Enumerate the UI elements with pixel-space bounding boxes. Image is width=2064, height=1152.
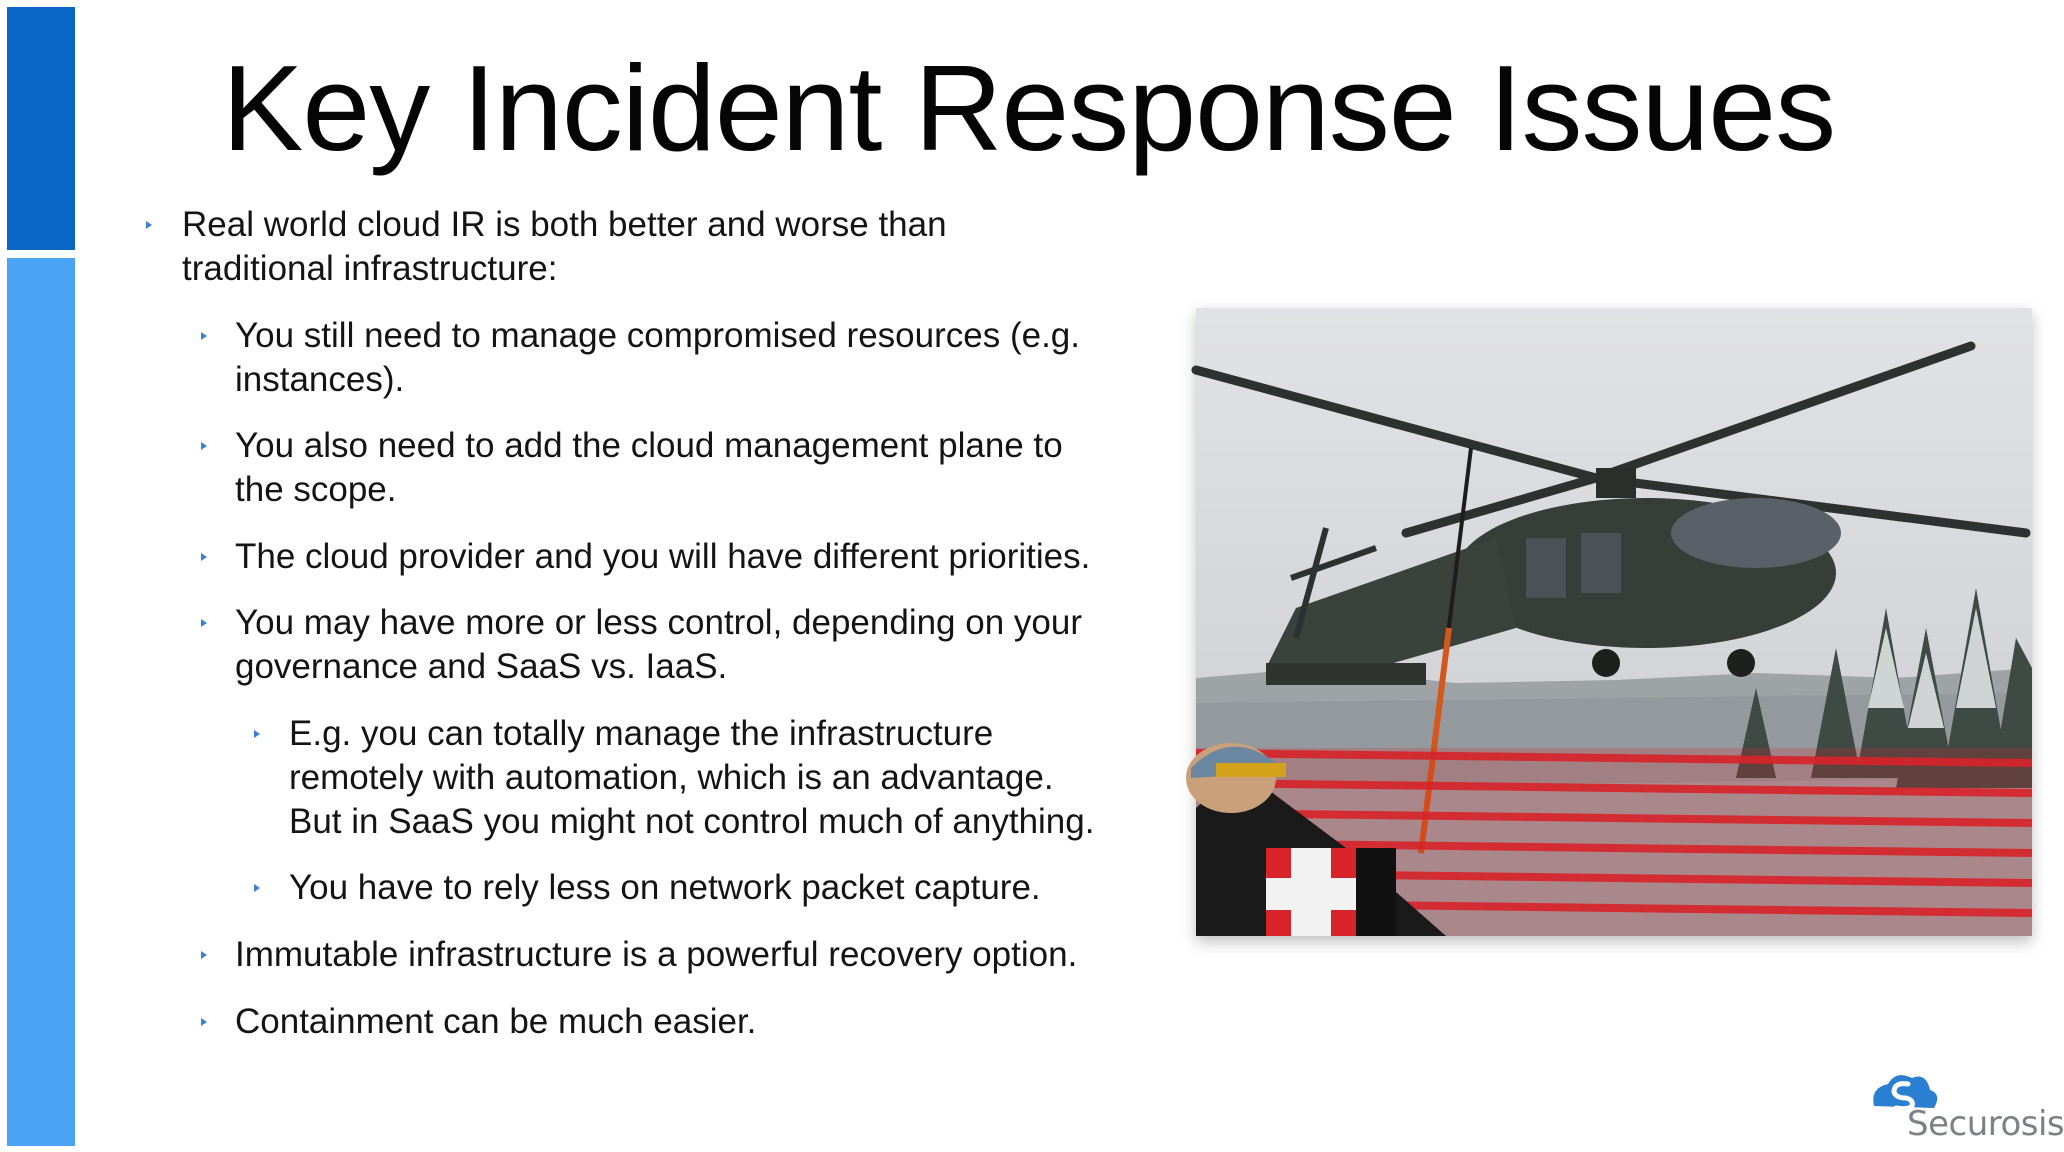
bullet-item (235, 1000, 1155, 1044)
bullet-item (235, 601, 1155, 689)
slide-title: Key Incident Response Issues (222, 40, 1836, 176)
bullet-line: E.g. you can totally manage the infrastructure (289, 714, 994, 753)
bullet-line: Immutable infrastructure is a powerful recovery option. (235, 935, 1078, 974)
bullet-marker-icon (201, 332, 207, 340)
bullet-item (289, 866, 1169, 910)
bullet-line: You also need to add the cloud management plane to (235, 426, 1063, 465)
bullet-line: Real world cloud IR is both better and worse than (182, 205, 947, 244)
accent-bar-top (7, 7, 75, 250)
bullet-marker-icon (201, 619, 207, 627)
bullet-item (235, 535, 1155, 579)
bullet-line: remotely with automation, which is an advantage. (289, 758, 1054, 797)
bullet-line: traditional infrastructure: (182, 249, 558, 288)
bullet-marker-icon (146, 221, 152, 229)
bullet-item (182, 203, 1082, 291)
bullet-marker-icon (201, 1018, 207, 1026)
bullet-marker-icon (201, 442, 207, 450)
helicopter-photo (1196, 308, 2032, 936)
bullet-marker-icon (254, 884, 260, 892)
bullet-marker-icon (254, 730, 260, 738)
bullet-line: But in SaaS you might not control much of anything. (289, 802, 1095, 841)
helicopter-photo-illustration (1196, 308, 2032, 936)
bullet-line: You have to rely less on network packet capture. (289, 868, 1041, 907)
bullet-line: You may have more or less control, depending on your (235, 603, 1082, 642)
bullet-line: Containment can be much easier. (235, 1002, 757, 1041)
bullet-item (235, 424, 1155, 512)
bullet-line: The cloud provider and you will have different priorities. (235, 537, 1091, 576)
bullet-marker-icon (201, 553, 207, 561)
bullet-item (289, 712, 1169, 844)
bullet-line: the scope. (235, 470, 397, 509)
accent-bar-bottom (7, 258, 75, 1146)
bullet-item (235, 933, 1155, 977)
bullet-marker-icon (201, 951, 207, 959)
bullet-item (235, 314, 1155, 402)
bullet-line: instances). (235, 360, 405, 399)
bullet-line: governance and SaaS vs. IaaS. (235, 647, 728, 686)
logo-wordmark: Securosis (1907, 1104, 2064, 1144)
bullet-line: You still need to manage compromised resources (e.g. (235, 316, 1080, 355)
